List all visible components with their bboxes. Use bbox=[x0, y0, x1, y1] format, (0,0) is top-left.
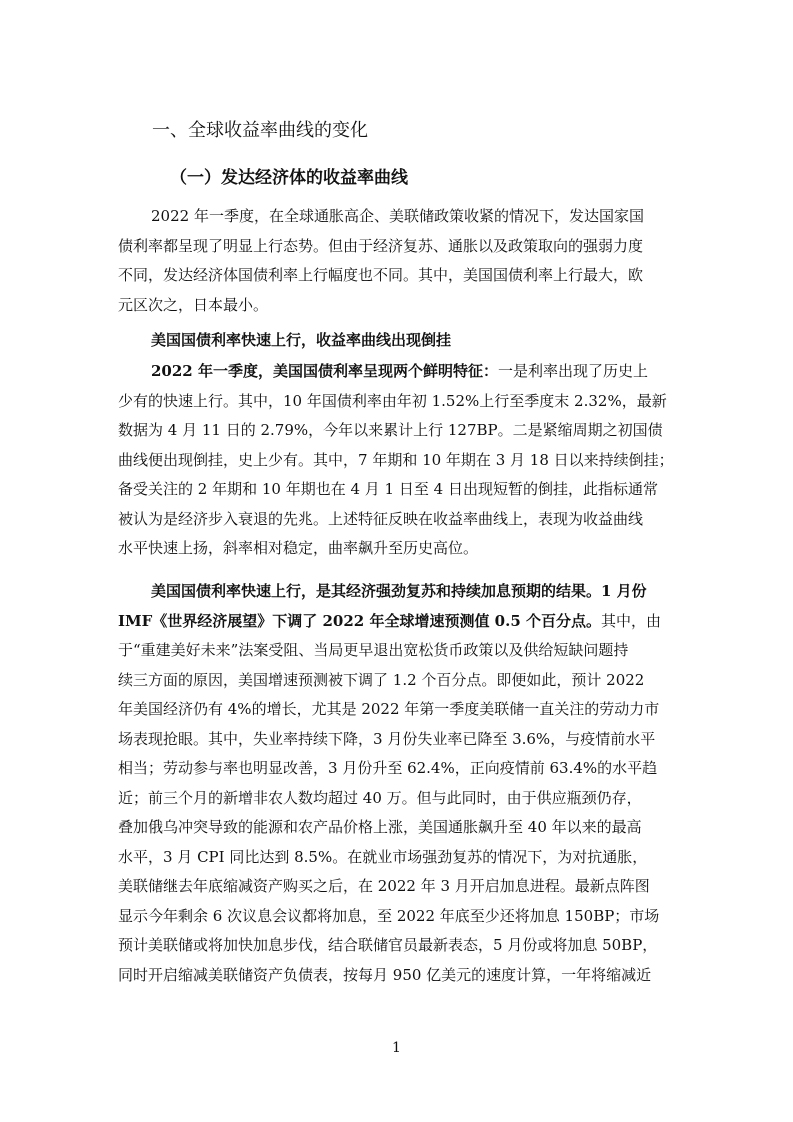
paragraph-1 bbox=[118, 202, 675, 320]
text-line: 续三方面的原因，美国增速预测被下调了 1.2 个百分点。即便如此，预计 2022 bbox=[118, 670, 645, 689]
text-line: 水平快速上扬，斜率相对稳定，曲率飙升至历史高位。 bbox=[118, 539, 479, 557]
text-line: 2022 年一季度，在全球通胀高企、美联储政策收紧的情况下，发达国家国 bbox=[151, 207, 644, 225]
bold-lead: IMF《世界经济展望》下调了 2022 年全球增速预测值 0.5 个百分点。 bbox=[118, 611, 602, 630]
text-line: 叠加俄乌冲突导致的能源和农产品价格上涨，美国通胀飙升至 40 年以来的最高 bbox=[118, 818, 642, 836]
text-line: 同时开启缩减美联储资产负债表，按每月 950 亿美元的速度计算，一年将缩减近 bbox=[118, 965, 652, 984]
text-line: 数据为 4 月 11 日的 2.79%，今年以来累计上行 127BP。二是紧缩周期之初国债 bbox=[118, 421, 663, 439]
paragraph-2 bbox=[118, 357, 675, 564]
text-line: 元区次之，日本最小。 bbox=[118, 295, 269, 314]
text-run: 其中，由 bbox=[601, 611, 662, 630]
text-run: 一是利率出现了历史上 bbox=[497, 362, 648, 380]
text-line: 少有的快速上行。其中，10 年国债利率由年初 1.52%上行至季度末 2.32%，最新 bbox=[118, 391, 667, 410]
bold-lead: 2022 年一季度，美国国债利率呈现两个鲜明特征： bbox=[151, 362, 498, 380]
subheading-text: 美国国债利率快速上行，收益率曲线出现倒挂 bbox=[151, 331, 452, 349]
paragraph-3 bbox=[118, 577, 675, 990]
text-line: 被认为是经济步入衰退的先兆。上述特征反映在收益率曲线上，表现为收益曲线 bbox=[118, 509, 644, 528]
text-line: 美联储继去年底缩减资产购买之后，在 2022 年 3 月开启加息进程。最新点阵图 bbox=[118, 877, 650, 895]
text-line: 债利率都呈现了明显上行态势。但由于经济复苏、通胀以及政策取向的强弱力度 bbox=[118, 236, 644, 255]
text-line: 相当；劳动参与率也明显改善，3 月份升至 62.4%，正向疫情前 63.4%的水平趋 bbox=[118, 759, 658, 777]
text-line: 场表现抢眼。其中，失业率持续下降，3 月份失业率已降至 3.6%，与疫情前水平 bbox=[118, 729, 656, 748]
text-line: 于“重建美好未来”法案受阻、当局更早退出宽松货币政策以及供给短缺问题持 bbox=[118, 641, 629, 659]
page-number: 1 bbox=[392, 1040, 401, 1056]
text-line: 预计美联储或将加快加息步伐，结合联储官员最新表态，5 月份或将加息 50BP， bbox=[118, 936, 658, 954]
text-line bbox=[118, 357, 675, 387]
text-line: 美国国债利率快速上行，是其经济强劲复苏和持续加息预期的结果。1 月份 bbox=[151, 582, 647, 600]
text-line: 曲线便出现倒挂，史上少有。其中，7 年期和 10 年期在 3 月 18 日以来持续倒挂； bbox=[118, 450, 674, 469]
section-heading: 一、全球收益率曲线的变化 bbox=[152, 120, 368, 141]
bold-subheading bbox=[118, 326, 675, 356]
subsection-heading: （一）发达经济体的收益率曲线 bbox=[170, 168, 408, 188]
text-line: 年美国经济仍有 4%的增长，尤其是 2022 年第一季度美联储一直关注的劳动力市 bbox=[118, 700, 660, 718]
text-line: 近；前三个月的新增非农人数均超过 40 万。但与此同时，由于供应瓶颈仍存， bbox=[118, 788, 642, 807]
text-line: 水平，3 月 CPI 同比达到 8.5%。在就业市场强劲复苏的情况下，为对抗通胀， bbox=[118, 847, 648, 866]
text-line: 备受关注的 2 年期和 10 年期也在 4 月 1 日至 4 日出现短暂的倒挂，此指标通常 bbox=[118, 480, 658, 498]
text-line bbox=[118, 607, 675, 637]
text-line: 不同，发达经济体国债利率上行幅度也不同。其中，美国国债利率上行最大，欧 bbox=[118, 266, 644, 284]
text-line: 显示今年剩余 6 次议息会议都将加息，至 2022 年底至少还将加息 150BP；市场 bbox=[118, 906, 660, 925]
